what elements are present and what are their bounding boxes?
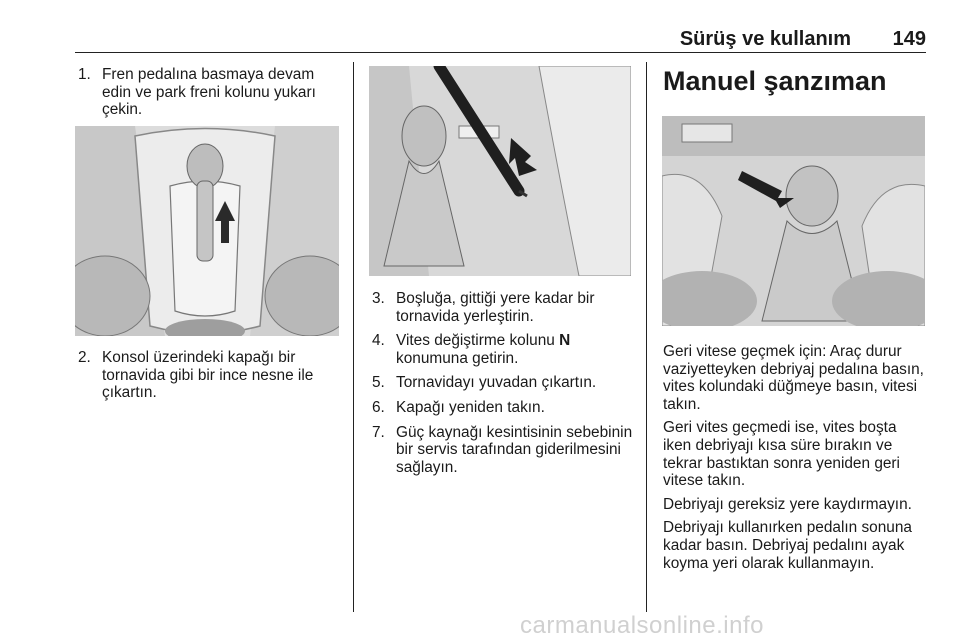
watermark: carmanualsonline.info — [520, 612, 764, 639]
step-3 — [372, 290, 634, 325]
figure-parking-brake — [75, 126, 339, 336]
page-header — [75, 28, 926, 50]
section-heading: Manuel şanzıman — [663, 66, 887, 96]
step-number: 3. — [372, 290, 385, 307]
step-1 — [78, 66, 340, 126]
header-divider — [75, 52, 926, 53]
step-number: 7. — [372, 423, 385, 441]
step-text: Konsol üzerindeki kapağı bir tornavida gibi bir ince nesne ile çıkartın. — [102, 349, 314, 402]
figure-manual-gearshift — [662, 116, 925, 326]
section-title: Sürüş ve kullanım — [679, 28, 851, 50]
paragraph-clutch-slip: Debriyajı gereksiz yere kaydırmayın. — [663, 495, 912, 513]
step-text-continued: konumuna getirin. — [396, 349, 519, 367]
step-text: Boşluğa, gittiği yere kadar bir tornavida yerleştirin. — [396, 290, 595, 325]
paragraph-reverse-gear: Geri vitese geçmek için: Araç durur vaziyetteyken debriyaj pedalına basın, vites kolundaki düğmeye basın, vitesi takın. — [663, 343, 924, 413]
step-number: 5. — [372, 374, 385, 392]
step-number: 6. — [372, 398, 385, 416]
steps-3-to-7 — [372, 290, 634, 483]
step-number: 2. — [78, 349, 91, 366]
figure-screwdriver — [369, 66, 631, 276]
step-4 — [372, 332, 634, 367]
step-2 — [78, 349, 340, 409]
manual-transmission-text — [663, 343, 929, 578]
step-text: Vites değiştirme kolunu — [396, 332, 560, 350]
page-number: 149 — [892, 28, 926, 50]
gear-position-n: N — [559, 332, 571, 350]
step-number: 4. — [372, 332, 385, 350]
column-divider-right — [646, 62, 647, 612]
step-5 — [372, 374, 634, 392]
step-number: 1. — [78, 66, 91, 83]
step-text: Tornavidayı yuvadan çıkartın. — [396, 374, 597, 392]
step-text: Güç kaynağı kesintisinin sebebinin bir servis tarafından giderilmesini sağlayın. — [396, 423, 633, 476]
step-text: Fren pedalına basmaya devam edin ve park freni kolunu yukarı çekin. — [102, 66, 316, 119]
step-7 — [372, 424, 634, 477]
paragraph-clutch-use: Debriyajı kullanırken pedalın sonuna kadar basın. Debriyaj pedalını ayak koyma yeri olarak kullanmayın. — [663, 519, 912, 572]
step-6 — [372, 399, 634, 417]
paragraph-reverse-retry: Geri vites geçmedi ise, vites boşta iken debriyajı kısa süre bırakın ve tekrar bastıktan sonra yeniden geri vitese takın. — [663, 419, 900, 490]
step-text: Kapağı yeniden takın. — [396, 398, 545, 416]
column-divider-left — [353, 62, 354, 612]
